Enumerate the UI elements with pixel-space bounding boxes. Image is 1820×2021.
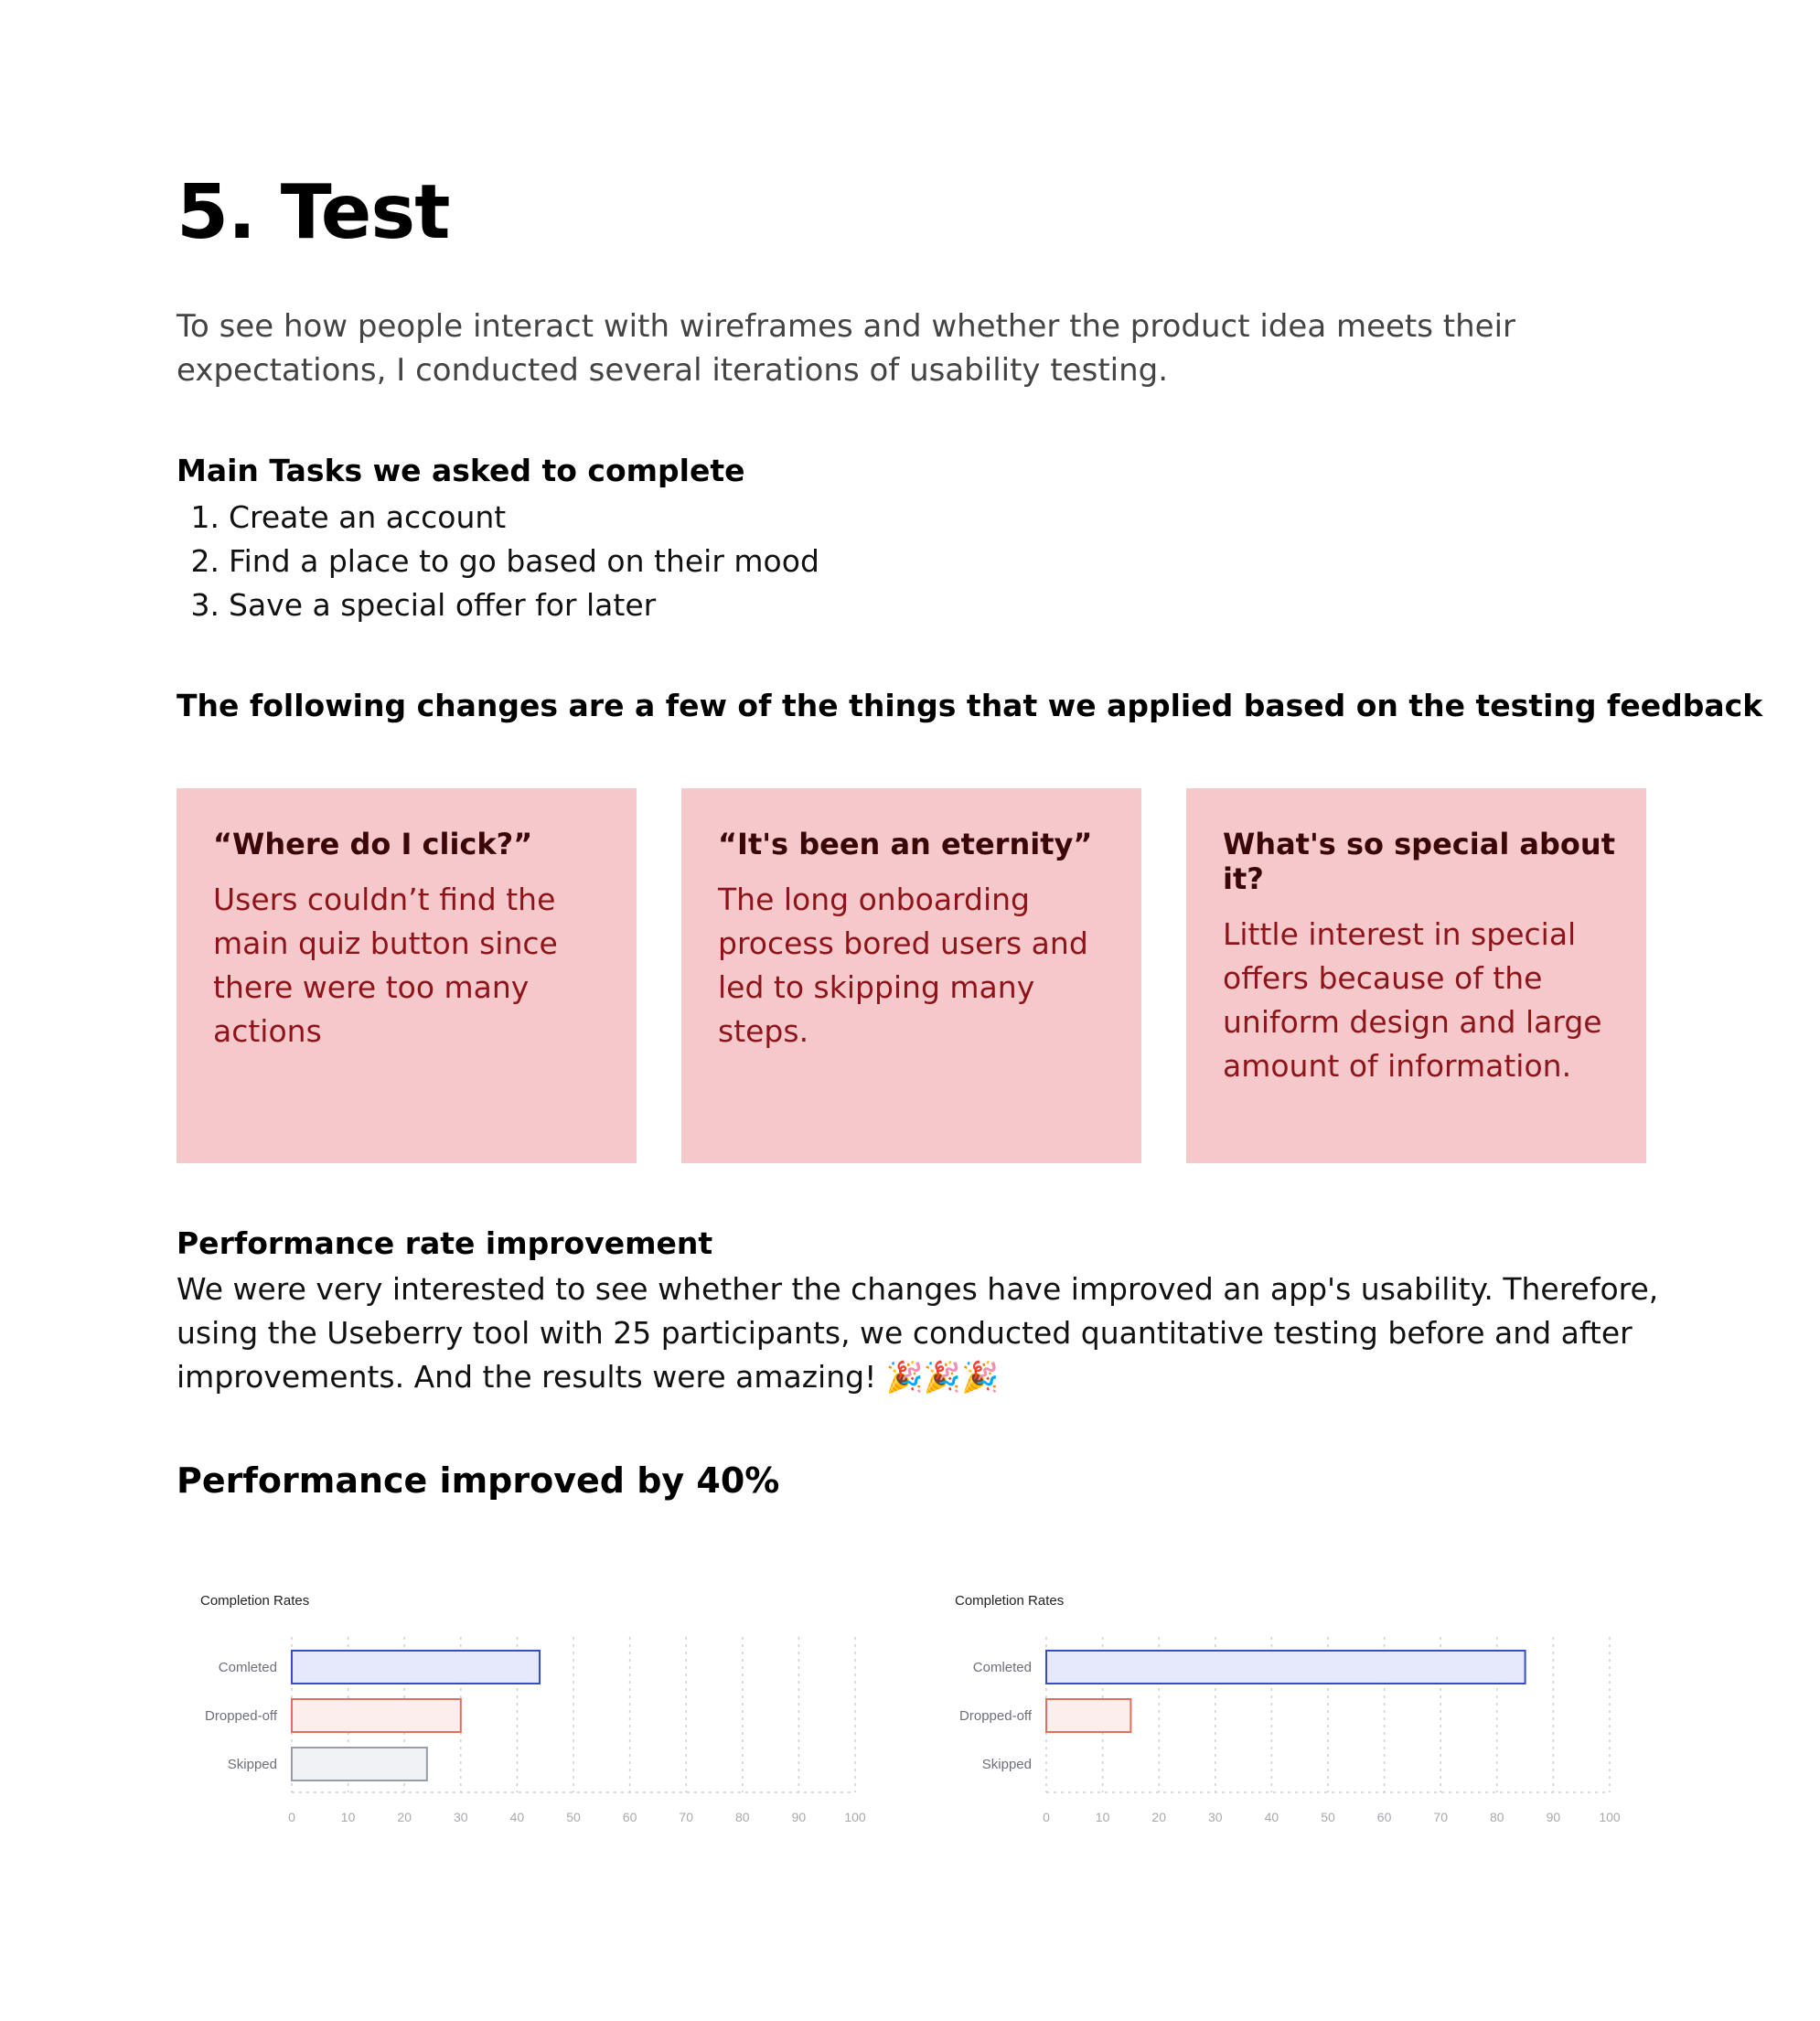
x-tick-label: 30 xyxy=(454,1810,468,1824)
completion-chart-after xyxy=(942,1582,1655,1847)
y-category-label: Comleted xyxy=(972,1660,1032,1675)
card-title: “Where do I click?” xyxy=(213,827,533,861)
bar-skipped xyxy=(292,1748,427,1780)
y-category-label: Skipped xyxy=(227,1757,277,1772)
x-tick-label: 20 xyxy=(397,1810,412,1824)
x-tick-label: 50 xyxy=(566,1810,581,1824)
y-category-label: Skipped xyxy=(981,1757,1032,1772)
list-item xyxy=(177,583,819,627)
y-category-label: Dropped-off xyxy=(959,1708,1032,1724)
chart-title: Completion Rates xyxy=(200,1593,310,1609)
x-tick-label: 100 xyxy=(844,1810,866,1824)
x-tick-label: 40 xyxy=(1264,1810,1279,1824)
x-tick-label: 0 xyxy=(288,1810,295,1824)
x-tick-label: 50 xyxy=(1321,1810,1335,1824)
x-tick-label: 100 xyxy=(1599,1810,1621,1824)
x-tick-label: 80 xyxy=(1490,1810,1504,1824)
feedback-card-eternity xyxy=(681,788,1141,1163)
x-tick-label: 30 xyxy=(1208,1810,1223,1824)
chart-title: Completion Rates xyxy=(955,1593,1065,1609)
list-number: 3. xyxy=(190,587,219,623)
performance-improved-title: Performance improved by 40% xyxy=(177,1460,780,1501)
card-title: “It's been an eternity” xyxy=(718,827,1093,861)
x-tick-label: 70 xyxy=(679,1810,693,1824)
x-tick-label: 10 xyxy=(340,1810,356,1824)
list-number: 1. xyxy=(190,499,219,535)
feedback-card-where-click xyxy=(177,788,637,1163)
performance-heading: Performance rate improvement xyxy=(177,1225,713,1261)
x-tick-label: 90 xyxy=(791,1810,807,1824)
x-tick-label: 80 xyxy=(735,1810,750,1824)
list-item-label: Save a special offer for later xyxy=(229,587,657,623)
list-item xyxy=(177,496,819,540)
x-tick-label: 60 xyxy=(1376,1810,1392,1824)
x-tick-label: 0 xyxy=(1043,1810,1050,1824)
changes-heading: The following changes are a few of the things that we applied based on the testing feedback xyxy=(177,688,1763,723)
feedback-card-special xyxy=(1186,788,1646,1163)
tasks-heading: Main Tasks we asked to complete xyxy=(177,453,745,488)
x-tick-label: 70 xyxy=(1433,1810,1448,1824)
card-body: Users couldn’t find the main quiz button since there were too many actions xyxy=(213,882,558,1049)
page-title: 5. Test xyxy=(177,169,450,256)
card-body: Little interest in special offers because of the uniform design and large amount of information. xyxy=(1223,916,1602,1084)
x-tick-label: 60 xyxy=(622,1810,637,1824)
tasks-list xyxy=(177,496,819,627)
x-tick-label: 40 xyxy=(509,1810,525,1824)
list-item xyxy=(177,540,819,583)
card-body: The long onboarding process bored users and led to skipping many steps. xyxy=(718,882,1088,1049)
y-category-label: Comleted xyxy=(218,1660,277,1675)
intro-paragraph: To see how people interact with wireframes and whether the product idea meets their expectations, I conducted several iterations of usability testing. xyxy=(177,308,1515,389)
performance-paragraph: We were very interested to see whether the changes have improved an app's usability. Therefore, using the Useberry tool with 25 participants, we conducted quantitative testing before and after improvements. And the results were amazing! 🎉🎉🎉 xyxy=(177,1271,1659,1395)
completion-chart-before xyxy=(187,1582,901,1847)
x-tick-label: 10 xyxy=(1095,1810,1110,1824)
bar-comleted xyxy=(1046,1651,1526,1684)
bar-dropped-off xyxy=(292,1699,461,1732)
x-tick-label: 90 xyxy=(1546,1810,1561,1824)
list-item-label: Find a place to go based on their mood xyxy=(229,543,819,579)
card-title: What's so special about it? xyxy=(1223,827,1615,896)
x-tick-label: 20 xyxy=(1151,1810,1166,1824)
bar-comleted xyxy=(292,1651,540,1684)
list-number: 2. xyxy=(190,543,219,579)
list-item-label: Create an account xyxy=(229,499,507,535)
y-category-label: Dropped-off xyxy=(205,1708,277,1724)
bar-dropped-off xyxy=(1046,1699,1130,1732)
